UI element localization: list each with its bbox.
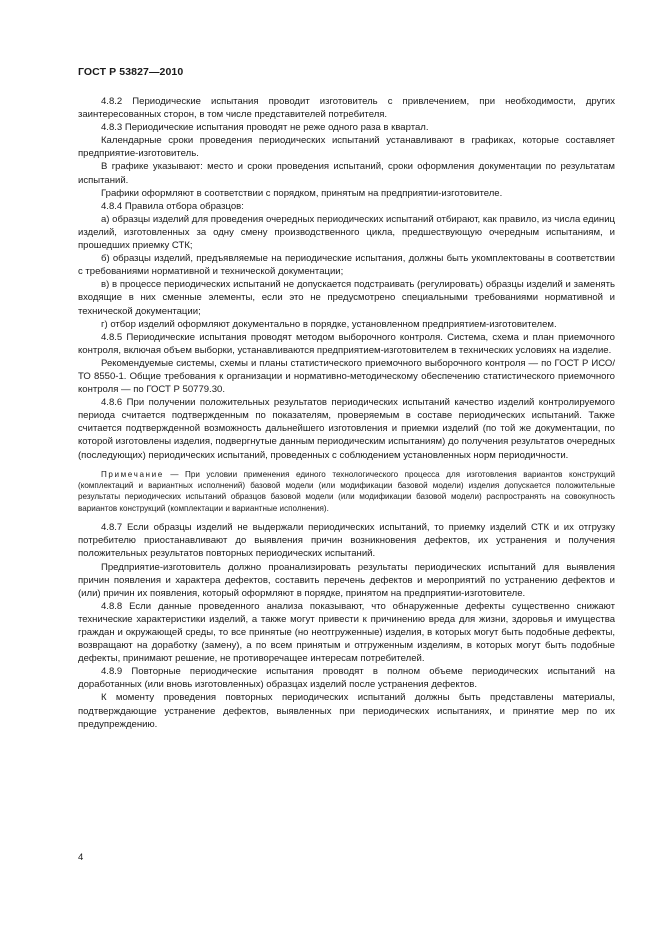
paragraph: 4.8.4 Правила отбора образцов: [101, 200, 244, 212]
paragraph: 4.8.6 При получении положительных результатов периодических испытаний качество изделий контролируемого периода считается подтвержденным по показателям, проверяемым в составе периодических испытаний. Также считается подтвержденной возможность дальнейшего изготовления и приемки изделий (по той же документации, по которой изготовлены изделия, подвергнутые данным периодическим испытаниям) до получения результатов очередных (последующих) периодических испытаний, проведенных с соблюдением установленных норм периодичности. [78, 397, 615, 461]
paragraph: Календарные сроки проведения периодических испытаний устанавливают в графиках, которые составляет предприятие-изготовитель. [78, 135, 615, 160]
paragraph: Предприятие-изготовитель должно проанализировать результаты периодических испытаний для выявления причин появления и характера дефектов, составить перечень дефектов и мероприятий по устранению дефектов и (или) причин их появления, который оформляют в порядке, принятом на предприятии-изготовителе. [78, 561, 615, 599]
note [78, 469, 615, 515]
list-item: а) образцы изделий для проведения очередных периодических испытаний отбирают, как правило, из числа единиц изделий, изготовленных за одну смену производственного цикла, предшествующую очередным испытаниям, и прошедших приемку СТК; [78, 213, 615, 252]
paragraph: 4.8.3 Периодические испытания проводят не реже одного раза в квартал. [101, 122, 429, 134]
paragraph: Рекомендуемые системы, схемы и планы статистического приемочного выборочного контроля — по ГОСТ Р ИСО/ТО 8550-1. Общие требования к организации и нормативно-методическому обеспечению статистического приемочного контроля — по ГОСТ Р 50779.30. [78, 357, 615, 396]
paragraph: Графики оформляют в соответствии с порядком, принятым на предприятии-изготовителе. [101, 187, 503, 199]
document-body [78, 95, 615, 731]
note-label: Примечание [101, 469, 164, 479]
document-code: ГОСТ Р 53827—2010 [78, 66, 184, 78]
paragraph: 4.8.5 Периодические испытания проводят методом выборочного контроля. Система, схема и план приемочного контроля, включая объем выборки, устанавливаются предприятием-изготовителем в технических условиях на изделие. [78, 331, 615, 356]
list-item: г) отбор изделий оформляют документально в порядке, установленном предприятием-изготовителем. [101, 318, 557, 330]
list-item: б) образцы изделий, предъявляемые на периодические испытания, должны быть укомплектованы в соответствии с требованиями нормативной и технической документации; [78, 253, 615, 278]
paragraph: 4.8.9 Повторные периодические испытания проводят в полном объеме периодических испытаний на доработанных (или вновь изготовленных) образцах изделий после устранения дефектов. [78, 666, 615, 691]
paragraph: В графике указывают: место и сроки проведения испытаний, сроки оформления документации по результатам испытаний. [78, 161, 615, 186]
list-item: в) в процессе периодических испытаний не допускается подстраивать (регулировать) образцы изделий и заменять входящие в них сменные элементы, если это не предусмотрено специальными требованиями нормативной и технической документации; [78, 279, 615, 317]
paragraph: 4.8.8 Если данные проведенного анализа показывают, что обнаруженные дефекты существенно снижают технические характеристики изделий, а также могут привести к причинению вреда для жизни, здоровья и имущества граждан и окружающей среды, то все принятые (но неотгруженные) изделия, в которых могут быть подобные дефекты, возвращают на доработку (замену), а по всем принятым и отгруженным изделиям, в которых могут быть подобные дефекты, принимают решение, не противоречащее интересам потребителей. [78, 600, 615, 665]
page-number: 4 [78, 852, 84, 863]
paragraph: К моменту проведения повторных периодических испытаний должны быть представлены материалы, подтверждающие устранение дефектов, выявленных при периодических испытаниях, и принятие мер по их предупреждению. [78, 692, 615, 730]
note-text: — При условии применения единого технологического процесса для изготовления вариантов конструкций (комплектаций и вариантных исполнений) базовой модели (или модификации базовой модели) изделия допускается положительные результаты периодических испытаний образцов базовой модели (или модификации базовой модели) распространять на совокупность вариантов конструкций (комплектации и вариантные исполнения). [78, 469, 615, 513]
paragraph: 4.8.7 Если образцы изделий не выдержали периодических испытаний, то приемку изделий СТК и их отгрузку потребителю приостанавливают до выявления причин возникновения дефектов, их устранения и получения положительных результатов повторных периодических испытаний. [78, 522, 615, 560]
paragraph: 4.8.2 Периодические испытания проводит изготовитель с привлечением, при необходимости, других заинтересованных сторон, в том числе представителей потребителя. [78, 96, 615, 121]
